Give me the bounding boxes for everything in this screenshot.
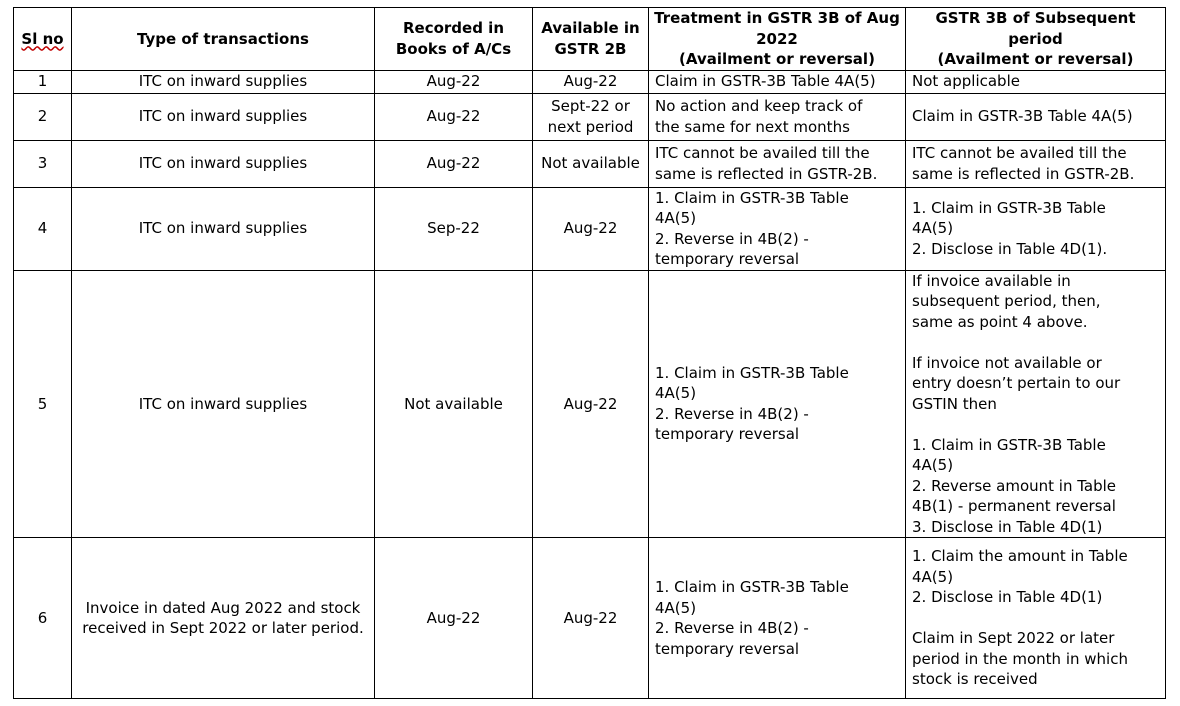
cell-treatment (649, 93, 906, 140)
header-subsequent: GSTR 3B of Subsequent period (Availment or reversal) (906, 8, 1166, 71)
treatment-line: 4A(5) (655, 598, 697, 617)
treatment-line: temporary reversal (655, 250, 800, 268)
table-row (14, 140, 1166, 187)
cell-sl-no: 4 (14, 187, 72, 270)
cell-treatment (649, 538, 906, 699)
cell-recorded: Aug-22 (375, 70, 533, 93)
cell-sl-no: 2 (14, 93, 72, 140)
cell-recorded: Not available (375, 270, 533, 538)
treatment-line: 1. Claim in GSTR-3B Table (655, 363, 849, 382)
cell-available: Not available (533, 140, 649, 187)
treatment-line: 2. Reverse in 4B(2) - (655, 229, 809, 248)
cell-treatment (649, 70, 906, 93)
cell-subsequent (906, 70, 1166, 93)
cell-type: ITC on inward supplies (72, 93, 375, 140)
header-type: Type of transactions (72, 8, 375, 71)
treatment-line: 2. Reverse in 4B(2) - (655, 404, 809, 423)
table-row (14, 70, 1166, 93)
treatment-line: temporary reversal (655, 639, 800, 658)
treatment-line: Claim in GSTR-3B Table 4A(5) (655, 72, 876, 91)
subsequent-line: 4A(5) (912, 219, 954, 238)
cell-available: Aug-22 (533, 187, 649, 270)
subsequent-line: ITC cannot be availed till the (912, 144, 1127, 162)
table-row (14, 187, 1166, 270)
treatment-line: 4A(5) (655, 384, 697, 403)
treatment-line: 2. Reverse in 4B(2) - (655, 619, 809, 637)
subsequent-line (912, 608, 1159, 629)
treatment-line: 1. Claim in GSTR-3B Table (655, 188, 849, 207)
cell-treatment (649, 187, 906, 270)
subsequent-line (912, 414, 1159, 435)
treatment-line: 4A(5) (655, 209, 697, 227)
subsequent-line: 1. Claim in GSTR-3B Table (912, 435, 1106, 454)
cell-recorded: Aug-22 (375, 538, 533, 699)
cell-type: Invoice in dated Aug 2022 and stock received in Sept 2022 or later period. (72, 538, 375, 699)
cell-available: Aug-22 (533, 538, 649, 699)
table-row (14, 270, 1166, 538)
cell-recorded: Aug-22 (375, 140, 533, 187)
subsequent-line: 4B(1) - permanent reversal (912, 497, 1116, 515)
itc-treatment-table (13, 7, 1166, 699)
cell-type: ITC on inward supplies (72, 187, 375, 270)
subsequent-line: 2. Reverse amount in Table (912, 476, 1117, 495)
subsequent-line: period in the month in which (912, 649, 1128, 668)
subsequent-line: same is reflected in GSTR-2B. (912, 164, 1135, 183)
treatment-line: No action and keep track of (655, 97, 863, 115)
treatment-line: same is reflected in GSTR-2B. (655, 164, 878, 183)
subsequent-line: 4A(5) (912, 456, 954, 474)
cell-recorded: Aug-22 (375, 93, 533, 140)
treatment-line: 1. Claim in GSTR-3B Table (655, 578, 849, 596)
table-row (14, 93, 1166, 140)
cell-type: ITC on inward supplies (72, 270, 375, 538)
header-sl-no: Sl no (14, 8, 72, 71)
subsequent-line: If invoice available in (912, 271, 1071, 290)
cell-subsequent (906, 538, 1166, 699)
cell-available: Aug-22 (533, 70, 649, 93)
subsequent-line: entry doesn’t pertain to our (912, 374, 1121, 392)
subsequent-line: same as point 4 above. (912, 312, 1088, 331)
header-treatment: Treatment in GSTR 3B of Aug 2022 (Availment or reversal) (649, 8, 906, 71)
cell-recorded: Sep-22 (375, 187, 533, 270)
cell-subsequent (906, 140, 1166, 187)
header-available: Available in GSTR 2B (533, 8, 649, 71)
subsequent-line: 2. Disclose in Table 4D(1). (912, 239, 1108, 258)
cell-subsequent (906, 270, 1166, 538)
table-row (14, 538, 1166, 699)
cell-sl-no: 1 (14, 70, 72, 93)
cell-type: ITC on inward supplies (72, 70, 375, 93)
subsequent-line: If invoice not available or (912, 353, 1102, 372)
cell-sl-no: 6 (14, 538, 72, 699)
header-row (14, 8, 1166, 71)
subsequent-line: stock is received (912, 670, 1038, 689)
cell-sl-no: 3 (14, 140, 72, 187)
header-recorded: Recorded in Books of A/Cs (375, 8, 533, 71)
subsequent-line (912, 332, 1159, 353)
subsequent-line: 4A(5) (912, 567, 954, 586)
cell-subsequent (906, 187, 1166, 270)
subsequent-line: subsequent period, then, (912, 292, 1101, 310)
cell-treatment (649, 270, 906, 538)
subsequent-line: Not applicable (912, 72, 1020, 91)
subsequent-line: 1. Claim the amount in Table (912, 547, 1128, 566)
treatment-line: ITC cannot be availed till the (655, 144, 870, 162)
cell-treatment (649, 140, 906, 187)
cell-available: Aug-22 (533, 270, 649, 538)
treatment-line: the same for next months (655, 117, 850, 136)
subsequent-line: 1. Claim in GSTR-3B Table (912, 198, 1106, 217)
cell-type: ITC on inward supplies (72, 140, 375, 187)
subsequent-line: 3. Disclose in Table 4D(1) (912, 517, 1103, 536)
treatment-line: temporary reversal (655, 425, 800, 444)
cell-subsequent (906, 93, 1166, 140)
subsequent-line: GSTIN then (912, 394, 997, 413)
cell-available: Sept-22 or next period (533, 93, 649, 140)
subsequent-line: Claim in Sept 2022 or later (912, 629, 1115, 648)
cell-sl-no: 5 (14, 270, 72, 538)
subsequent-line: Claim in GSTR-3B Table 4A(5) (912, 107, 1133, 126)
subsequent-line: 2. Disclose in Table 4D(1) (912, 588, 1103, 607)
